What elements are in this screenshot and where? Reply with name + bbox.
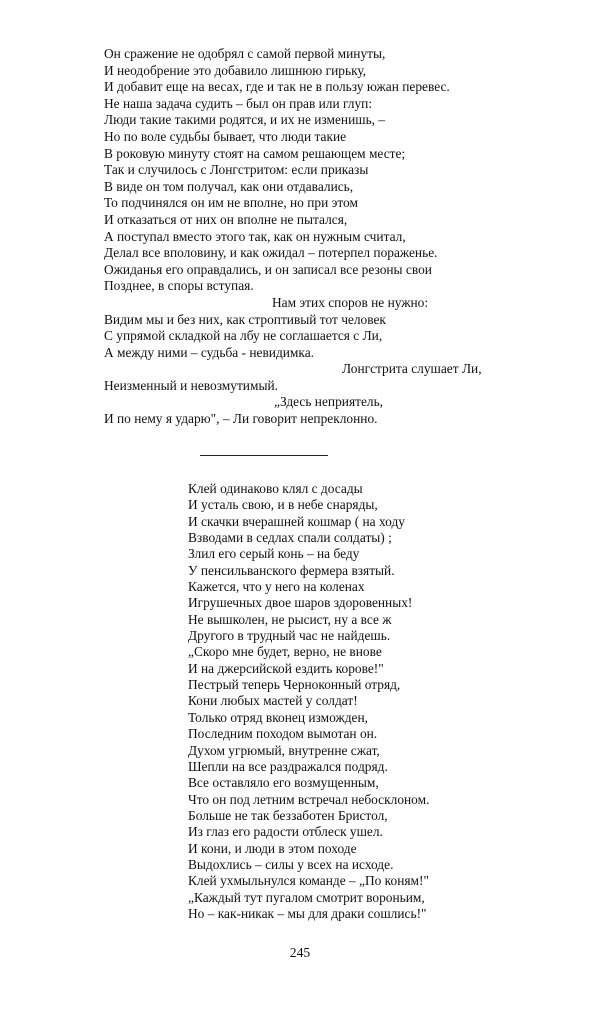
- poem-line: И по нему я ударю", – Ли говорит непреклонно.: [104, 411, 378, 427]
- poem-line: Так и случилось с Лонгстритом: если приказы: [104, 162, 369, 178]
- poem-line: Все оставляло его возмущенным,: [188, 775, 379, 791]
- poem-line: Лонгстрита слушает Ли,: [342, 361, 482, 377]
- poem-line: Последним походом вымотан он.: [188, 726, 378, 742]
- poem-line: И отказаться от них он вполне не пытался,: [104, 211, 348, 227]
- poem-line: Другого в трудный час не найдешь.: [188, 628, 391, 644]
- poem-line: С упрямой складкой на лбу не соглашается с Ли,: [104, 328, 383, 344]
- poem-line: Люди такие такими родятся, и их не изменишь, –: [104, 112, 386, 128]
- poem-line: Игрушечных двое шаров здоровенных!: [188, 595, 413, 611]
- poem-line: „Скоро мне будет, верно, не внове: [188, 644, 382, 660]
- poem-stanza-2: [188, 481, 488, 922]
- poem-line: Клей ухмыльнулся команде – „По коням!": [188, 873, 429, 889]
- poem-line: И неодобрение это добавило лишнюю гирьку,: [104, 62, 367, 78]
- poem-line: Но – как-никак – мы для драки сошлись!": [188, 905, 427, 921]
- poem-line: Он сражение не одобрял с самой первой минуты,: [104, 46, 386, 61]
- poem-line: Кони любых мастей у солдат!: [188, 693, 358, 709]
- poem-line: Позднее, в споры вступая.: [104, 278, 254, 294]
- poem-line: Не наша задача судить – был он прав или глуп:: [104, 95, 373, 111]
- poem-line: Взводами в седлах спали солдаты) ;: [188, 530, 392, 546]
- poem-line: Делал все вполовину, и как ожидал – потерпел пораженье.: [104, 245, 438, 261]
- poem-line: Не вышколен, не рысист, ну а все ж: [188, 611, 392, 627]
- poem-line: Только отряд вконец изможден,: [188, 709, 368, 725]
- poem-line: В роковую минуту стоят на самом решающем месте;: [104, 145, 406, 161]
- poem-line: „Каждый тут пугалом смотрит вороньим,: [188, 889, 425, 905]
- poem-line: То подчинялся он им не вполне, но при этом: [104, 195, 358, 211]
- poem-line: Духом угрюмый, внутренне сжат,: [188, 742, 380, 758]
- poem-line: Из глаз его радости отблеск ушел.: [188, 824, 383, 840]
- poem-line: И усталь свою, и в небе снаряды,: [188, 497, 378, 513]
- poem-line: Но по воле судьбы бывает, что люди такие: [104, 128, 347, 144]
- poem-line: Шепли на все раздражался подряд.: [188, 758, 388, 774]
- poem-line: У пенсильванского фермера взятый.: [188, 562, 395, 578]
- poem-line: Больше не так беззаботен Бристол,: [188, 807, 388, 823]
- poem-stanza-1: [104, 46, 504, 428]
- poem-line: Кажется, что у него на коленах: [188, 579, 365, 595]
- page-number: 245: [289, 945, 311, 960]
- poem-line: Ожиданья его оправдались, и он записал все резоны свои: [104, 261, 432, 277]
- poem-line: Выдохлись – силы у всех на исходе.: [188, 856, 394, 872]
- poem-line: Пестрый теперь Черноконный отряд,: [188, 677, 401, 693]
- poem-line: В виде он том получал, как они отдавались,: [104, 178, 354, 194]
- poem-line: Что он под летним встречал небосклоном.: [188, 791, 430, 807]
- poem-line: И на джерсийской ездить корове!": [188, 660, 384, 676]
- poem-line: А между ними – судьба - невидимка.: [104, 344, 314, 360]
- poem-line: „Здесь неприятель,: [274, 394, 384, 410]
- poem-line: Видим мы и без них, как строптивый тот человек: [104, 311, 386, 327]
- poem-line: А поступал вместо этого так, как он нужным считал,: [104, 228, 406, 244]
- poem-line: Неизменный и невозмутимый.: [104, 377, 278, 393]
- poem-line: Злил его серый конь – на беду: [188, 546, 360, 562]
- poem-line: И скачки вчерашней кошмар ( на ходу: [188, 513, 405, 529]
- poem-line: Клей одинаково клял с досады: [188, 481, 363, 496]
- section-divider: [200, 455, 328, 456]
- poem-line: Нам этих споров не нужно:: [272, 294, 429, 310]
- poem-line: И кони, и люди в этом походе: [188, 840, 357, 856]
- poem-line: И добавит еще на весах, где и так не в пользу южан перевес.: [104, 79, 450, 95]
